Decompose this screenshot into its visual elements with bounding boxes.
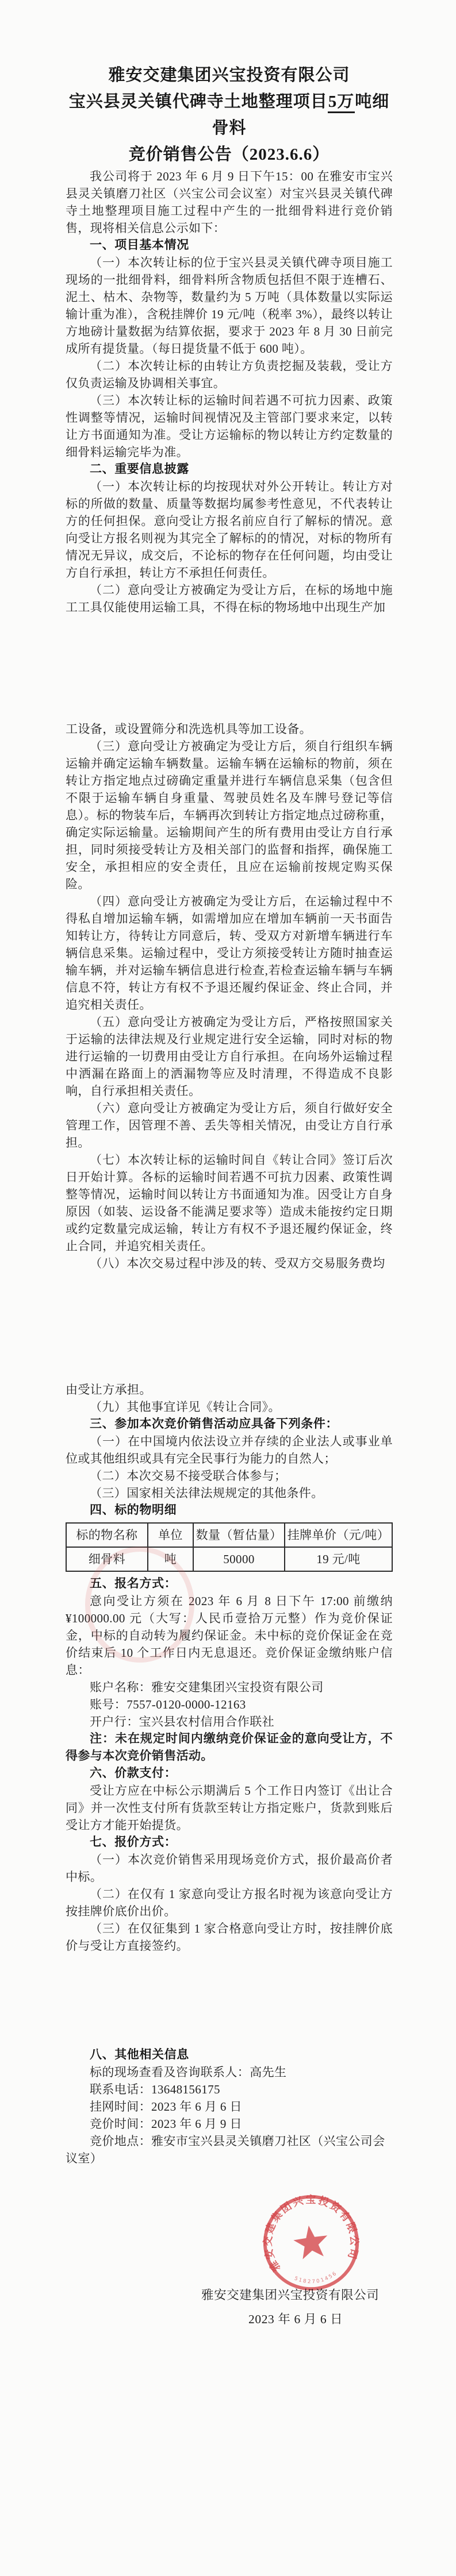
- section4-heading: 四、标的物明细: [90, 1503, 177, 1517]
- title-line-company: 雅安交建集团兴宝投资有限公司: [108, 66, 350, 84]
- section3-heading: 三、参加本次竞价销售活动应具备下列条件：: [90, 1417, 338, 1430]
- subject-matter-table: [66, 1522, 393, 1572]
- page-break: [66, 1954, 393, 2046]
- title-line-project: 宝兴县灵关镇代碑寺土地整理项目5万吨细骨料: [68, 92, 390, 137]
- bidding-time: 竞价时间：2023 年 6 月 9 日: [90, 2117, 242, 2131]
- section2-heading: 二、重要信息披露: [90, 462, 189, 476]
- paragraph: （一）在中国境内依法设立并存续的企业法人或事业单位或其他组织或具有完全民事行为能力的自然人；: [66, 1434, 393, 1466]
- paragraph: （二）本次转让标的由转让方负责挖掘及装载，受让方仅负责运输及协调相关事宜。: [66, 359, 393, 390]
- page-1: [66, 0, 393, 616]
- paragraph: （一）本次转让标的均按现状对外公开转让。转让方对标的所做的数量、质量等数据均属参考性意见，不代表转让方的任何担保。意向受让方报名前应自行了解标的情况。意向受让方报名则视为其完全了解标的的情况，对标的物所有情况无异议，成交后，不论标的物存在任何问题，均由受让方自行承担，转让方不承担任何责任。: [66, 480, 393, 580]
- seal-star-icon: [292, 2223, 330, 2260]
- paragraph: （三）国家相关法律法规规定的其他条件。: [90, 1486, 324, 1500]
- contact-person: 标的现场查看及咨询联系人：高先生: [90, 2065, 287, 2079]
- section7-heading: 七、报价方式：: [90, 1835, 177, 1849]
- signature-date: 2023 年 6 月 6 日: [248, 2312, 343, 2326]
- signature-block: [66, 2193, 393, 2344]
- page-3: [66, 1381, 393, 1954]
- deposit-note: 注：未在规定时间内缴纳竞价保证金的意向受让方，不得参与本次竞价销售活动。: [66, 1732, 393, 1763]
- page-2: [66, 720, 393, 1272]
- cell-quantity: 50000: [193, 1547, 285, 1571]
- intro-paragraph: 我公司将于 2023 年 6 月 9 日下午15：00 在雅安市宝兴县灵关镇磨刀社区（兴宝公司会议室）对宝兴县灵关镇代碑寺土地整理项目施工过程中产生的一批细骨料进行竞价销售，现将相关信息公示如下：: [66, 169, 393, 235]
- col-header-quantity: 数量（暂估量）: [193, 1523, 285, 1547]
- underlined-quantity: 5万: [328, 92, 355, 113]
- page-break: [66, 616, 393, 720]
- contact-phone: 联系电话：13648156175: [90, 2083, 220, 2096]
- deposit-account-number: 账号：7557-0120-0000-12163: [90, 1698, 246, 1711]
- paragraph: （四）意向受让方被确定为受让方后，在运输过程中不得私自增加运输车辆，如需增加应在增加车辆前一天书面告知转让方，待转让方同意后，转、受双方对新增车辆进行车辆信息采集。运输过程中，受让方须接受转让方随时抽查运输车辆，并对运输车辆信息进行检查,若检查运输车辆与车辆信息不符，转让方有权不予退还履约保证金、终止合同，并追究相关责任。: [66, 894, 393, 1012]
- paragraph-continuation: 由受让方承担。: [66, 1383, 152, 1397]
- seal-code-text: 5182701456: [293, 2270, 339, 2285]
- page-4: [66, 2046, 393, 2344]
- paragraph: 意向受让方须在 2023 年 6 月 8 日下午 17:00 前缴纳¥100000.00 元（大写：人民币壹拾万元整）作为竞价保证金，中标的自动转为履约保证金。未中标的竞价保证金在竞价结束后 10 个工作日内无息退还。竞价保证金缴纳账户信息：: [66, 1594, 393, 1677]
- paragraph: （二）在仅有 1 家意向受让方报名时视为该意向受让方按挂牌价底价出价。: [66, 1887, 393, 1918]
- section5-heading: 五、报名方式：: [90, 1577, 177, 1590]
- paragraph: （七）本次转让标的运输时间自《转让合同》签订后次日开始计算。各标的运输时间若遇不可抗力因素、政策性调整等情况，运输时间以转让方书面通知为准。因受让方自身原因（如装、运设备不能满足要求等）造成未能按约定日期或约定数量完成运输，转让方有权不予退还履约保证金，终止合同，并追究相关责任。: [66, 1153, 393, 1253]
- paragraph: （二）本次交易不接受联合体参与；: [90, 1469, 287, 1483]
- listing-time: 挂网时间：2023 年 6 月 6 日: [90, 2100, 242, 2114]
- page-break: [66, 1272, 393, 1381]
- paragraph: （三）本次转让标的运输时间若遇不可抗力因素、政策性调整等情况，运输时间视情况及主管部门要求来定，以转让方书面通知为准。受让方运输标的物以转让方约定数量的细骨料运输完毕为准。: [66, 394, 393, 459]
- signature-company: 雅安交建集团兴宝投资有限公司: [201, 2288, 380, 2302]
- col-header-unit: 单位: [148, 1523, 193, 1547]
- paragraph: （一）本次转让标的位于宝兴县灵关镇代碑寺项目施工现场的一批细骨料，细骨料所含物质包括但不限于连槽石、泥土、枯木、杂物等，数量约为 5 万吨（具体数量以实际运输计重为准），含税挂牌价 19 元/吨（税率 3%），最终以转让方地磅计量数据为结算依据，要求于 2023 年 8 月 30 日前完成所有提货量。（每日提货量不低于 600 吨）。: [66, 256, 393, 356]
- document-title: [66, 62, 393, 168]
- col-header-name: 标的物名称: [66, 1523, 148, 1547]
- table-header-row: [66, 1523, 392, 1547]
- paragraph-continuation: 工设备，或设置筛分和洗选机具等加工设备。: [66, 722, 312, 736]
- col-header-price: 挂牌单价（元/吨）: [285, 1523, 392, 1547]
- paragraph: （八）本次交易过程中涉及的转、受双方交易服务费均: [90, 1256, 385, 1270]
- section6-heading: 六、价款支付：: [90, 1767, 177, 1780]
- paragraph: （三）意向受让方被确定为受让方后，须自行组织车辆运输并确定运输车辆数量。运输车辆在运输标的物前，须在转让方指定地点过磅确定重量并进行车辆信息采集（包含但不限于运输车辆自身重量、驾驶员姓名及车牌号登记等信息）。标的物装车后，车辆再次到转让方指定地点过磅称重，确定实际运输量。运输期间产生的所有费用由受让方自行承担，同时须接受转让方及相关部门的监督和指挥，确保施工安全，承担相应的安全责任，且应在运输前按规定购买保险。: [66, 739, 393, 891]
- bidding-location-line1: 竞价地点：雅安市宝兴县灵关镇磨刀社区（兴宝公司会: [90, 2134, 385, 2148]
- cell-price: 19 元/吨: [285, 1547, 392, 1571]
- paragraph: （五）意向受让方被确定为受让方后，严格按照国家关于运输的法律法规及行业规定进行安全运输，同时对标的物进行运输的一切费用由受让方自行承担。在向场外运输过程中洒漏在路面上的洒漏物等应及时清理，不得造成不良影响，自行承担相关责任。: [66, 1015, 393, 1098]
- paragraph: 受让方应在中标公示期满后 5 个工作日内签订《出让合同》并一次性支付所有货款至转让方指定账户，货款到账后受让方才能开始提货。: [66, 1784, 393, 1832]
- paragraph: （九）其他事宜详见《转让合同》。: [90, 1400, 281, 1414]
- cell-name: 细骨料: [66, 1547, 148, 1571]
- bidding-location-line2: 议室）: [66, 2151, 103, 2165]
- deposit-bank: 开户行：宝兴县农村信用合作联社: [90, 1715, 274, 1729]
- seal-org-text: 雅安交建集团兴宝投资有限公司: [262, 2193, 361, 2274]
- section1-heading: 一、项目基本情况: [90, 238, 189, 252]
- paragraph: （二）意向受让方被确定为受让方后，在标的场地中施工工具仅能使用运输工具，不得在标的物场地中出现生产加: [66, 583, 393, 614]
- table-row: [66, 1547, 392, 1571]
- title-line-notice: 竞价销售公告（2023.6.6）: [128, 145, 330, 164]
- deposit-account-name: 账户名称：雅安交建集团兴宝投资有限公司: [90, 1680, 324, 1694]
- paragraph: （六）意向受让方被确定为受让方后，须自行做好安全管理工作，因管理不善、丢失等相关情况，由受让方自行承担。: [66, 1101, 393, 1150]
- section8-heading: 八、其他相关信息: [90, 2048, 189, 2061]
- paragraph: （三）在仅征集到 1 家合格意向受让方时，按挂牌价底价与受让方直接签约。: [66, 1922, 393, 1953]
- company-seal-stamp: [254, 2186, 369, 2300]
- paragraph: （一）本次竞价销售采用现场竞价方式，报价最高价者中标。: [66, 1853, 393, 1884]
- cell-unit: 吨: [148, 1547, 193, 1571]
